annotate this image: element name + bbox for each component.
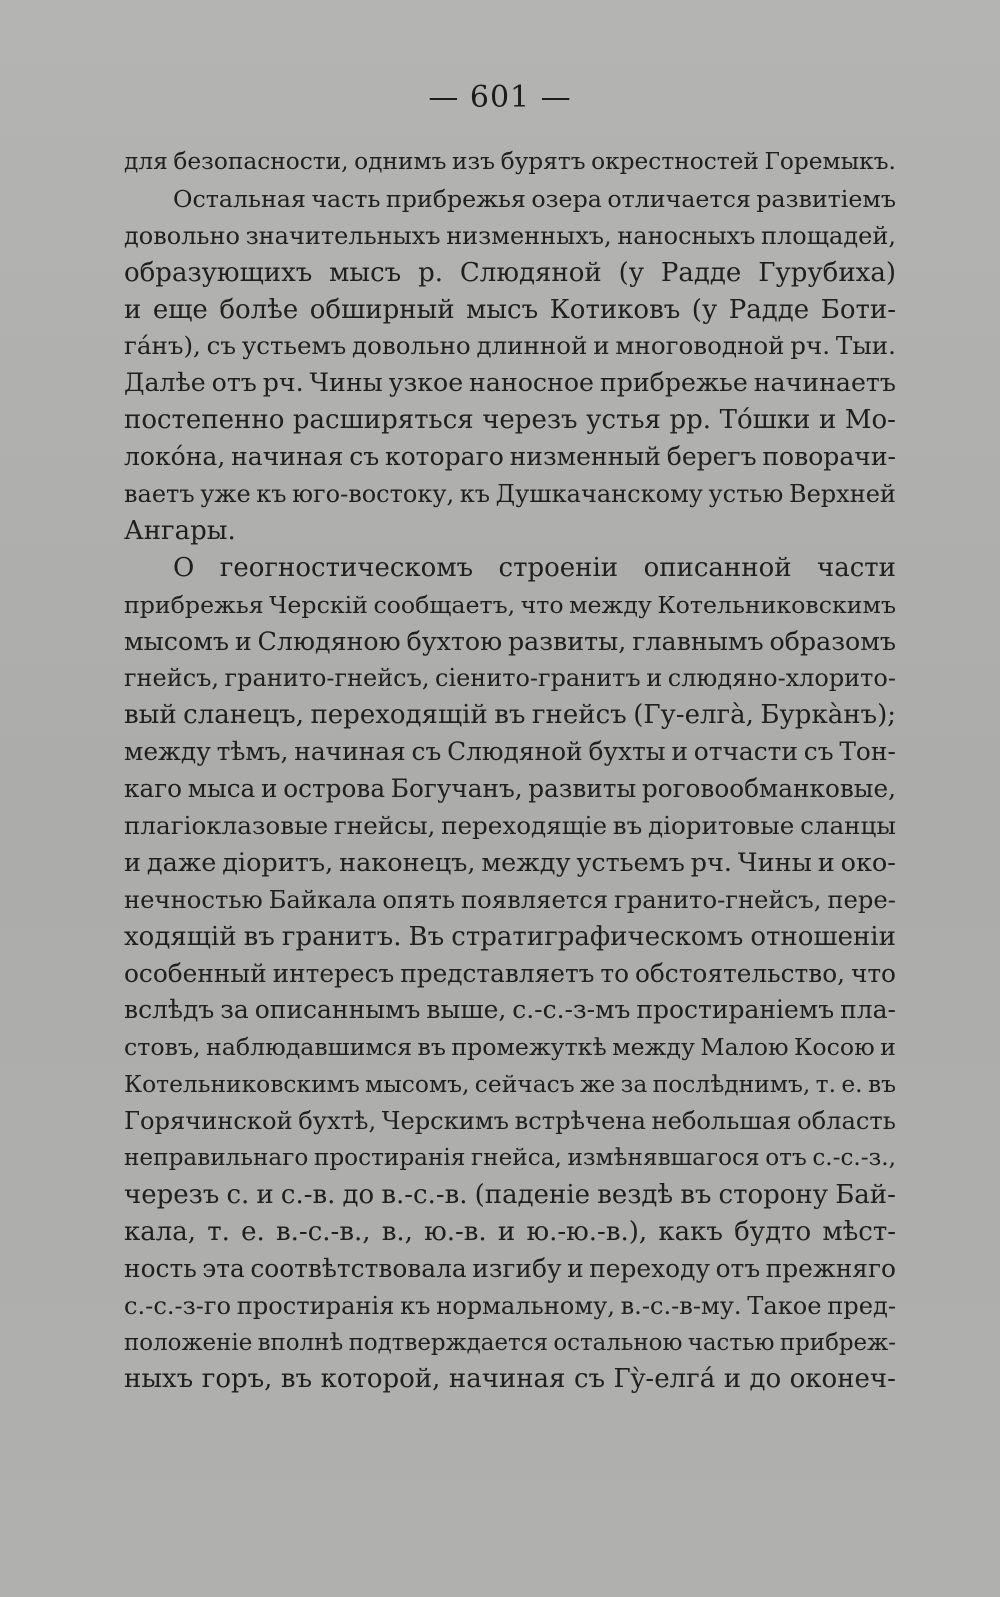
text-line: мысомъ и Слюдяною бухтою развиты, главнымъ образомъ <box>124 626 896 656</box>
text-line: для безопасности, однимъ изъ бурятъ окрестностей Горемыкъ. <box>124 148 896 175</box>
text-line: кала, т. е. в.-с.-в., в., ю.-в. и ю.-ю.-в.), какъ будто мѣст- <box>124 1216 896 1247</box>
text-line: стовъ, наблюдавшимся въ промежуткѣ между Малою Косою и <box>124 1033 896 1062</box>
text-line: гáнъ), съ устьемъ довольно длинной и многоводной рч. Тыи. <box>124 331 896 361</box>
text-line: гнейсъ, гранито-гнейсъ, сіенито-гранитъ и слюдяно-хлорито- <box>124 664 896 693</box>
text-line: Остальная часть прибрежья озера отличается развитіемъ <box>173 184 896 213</box>
text-line: и даже діоритъ, наконецъ, между устьемъ рч. Чины и око- <box>124 847 896 878</box>
text-line: Горячинской бухтѣ, Черскимъ встрѣчена небольшая область <box>124 1107 896 1136</box>
text-line: ваетъ уже къ юго-востоку, къ Душкачанскому устью Верхней <box>124 480 896 509</box>
text-line: ходящій въ гранитъ. Въ стратиграфическомъ отношеніи <box>124 921 896 952</box>
text-line: ныхъ горъ, въ которой, начиная съ Гỳ-елгá и до оконеч- <box>124 1364 896 1395</box>
text-line: положеніе вполнѣ подтверждается остальною частью прибреж- <box>124 1329 896 1356</box>
text-line: ность эта соотвѣтствовала изгибу и переходу отъ прежняго <box>124 1253 896 1283</box>
text-line: каго мыса и острова Богучанъ, развиты роговообманковые, <box>124 774 896 804</box>
text-line: нечностью Байкала опять появляется гранито-гнейсъ, пере- <box>124 884 896 914</box>
text-line: между тѣмъ, начиная съ Слюдяной бухты и отчасти съ Тон- <box>124 737 896 767</box>
text-line: неправильнаго простиранія гнейса, измѣнявшагося отъ с.-с.-з., <box>124 1144 896 1172</box>
text-line: О геогностическомъ строеніи описанной части <box>173 552 896 583</box>
text-line: особенный интересъ представляетъ то обстоятельство, что <box>124 958 896 988</box>
text-line: постепенно расширяться черезъ устья рр. Тóшки и Мо- <box>124 405 896 436</box>
page-number: — 601 — <box>428 80 572 115</box>
text-line: Ангары. <box>124 515 236 546</box>
text-line: Далѣе отъ рч. Чины узкое наносное прибрежье начинаетъ <box>124 368 896 398</box>
text-line: плагіоклазовые гнейсы, переходящіе въ діоритовые сланцы <box>124 811 896 841</box>
text-line: прибрежья Черскій сообщаетъ, что между Котельниковскимъ <box>124 590 896 619</box>
text-line: черезъ с. и с.-в. до в.-с.-в. (паденіе вездѣ въ сторону Бай- <box>124 1179 896 1210</box>
text-line: образующихъ мысъ р. Слюдяной (у Радде Гурубиха) <box>124 257 896 288</box>
body-text <box>124 144 896 1398</box>
text-line: вый сланецъ, переходящій въ гнейсъ (Гу-елгà, Буркàнъ); <box>124 700 896 731</box>
text-line: Котельниковскимъ мысомъ, сейчасъ же за послѣднимъ, т. е. въ <box>124 1070 896 1099</box>
text-line: локóна, начиная съ котораго низменный берегъ поворачи- <box>124 442 896 472</box>
text-line: с.-с.-з-го простиранія къ нормальному, в.-с.-в-му. Такое пред- <box>124 1291 896 1320</box>
text-line: вслѣдъ за описаннымъ выше, с.-с.-з-мъ простираніемъ пла- <box>124 995 896 1025</box>
text-line: довольно значительныхъ низменныхъ, наносныхъ площадей, <box>124 221 896 250</box>
text-line: и еще болѣе обширный мысъ Котиковъ (у Радде Боти- <box>124 294 896 325</box>
